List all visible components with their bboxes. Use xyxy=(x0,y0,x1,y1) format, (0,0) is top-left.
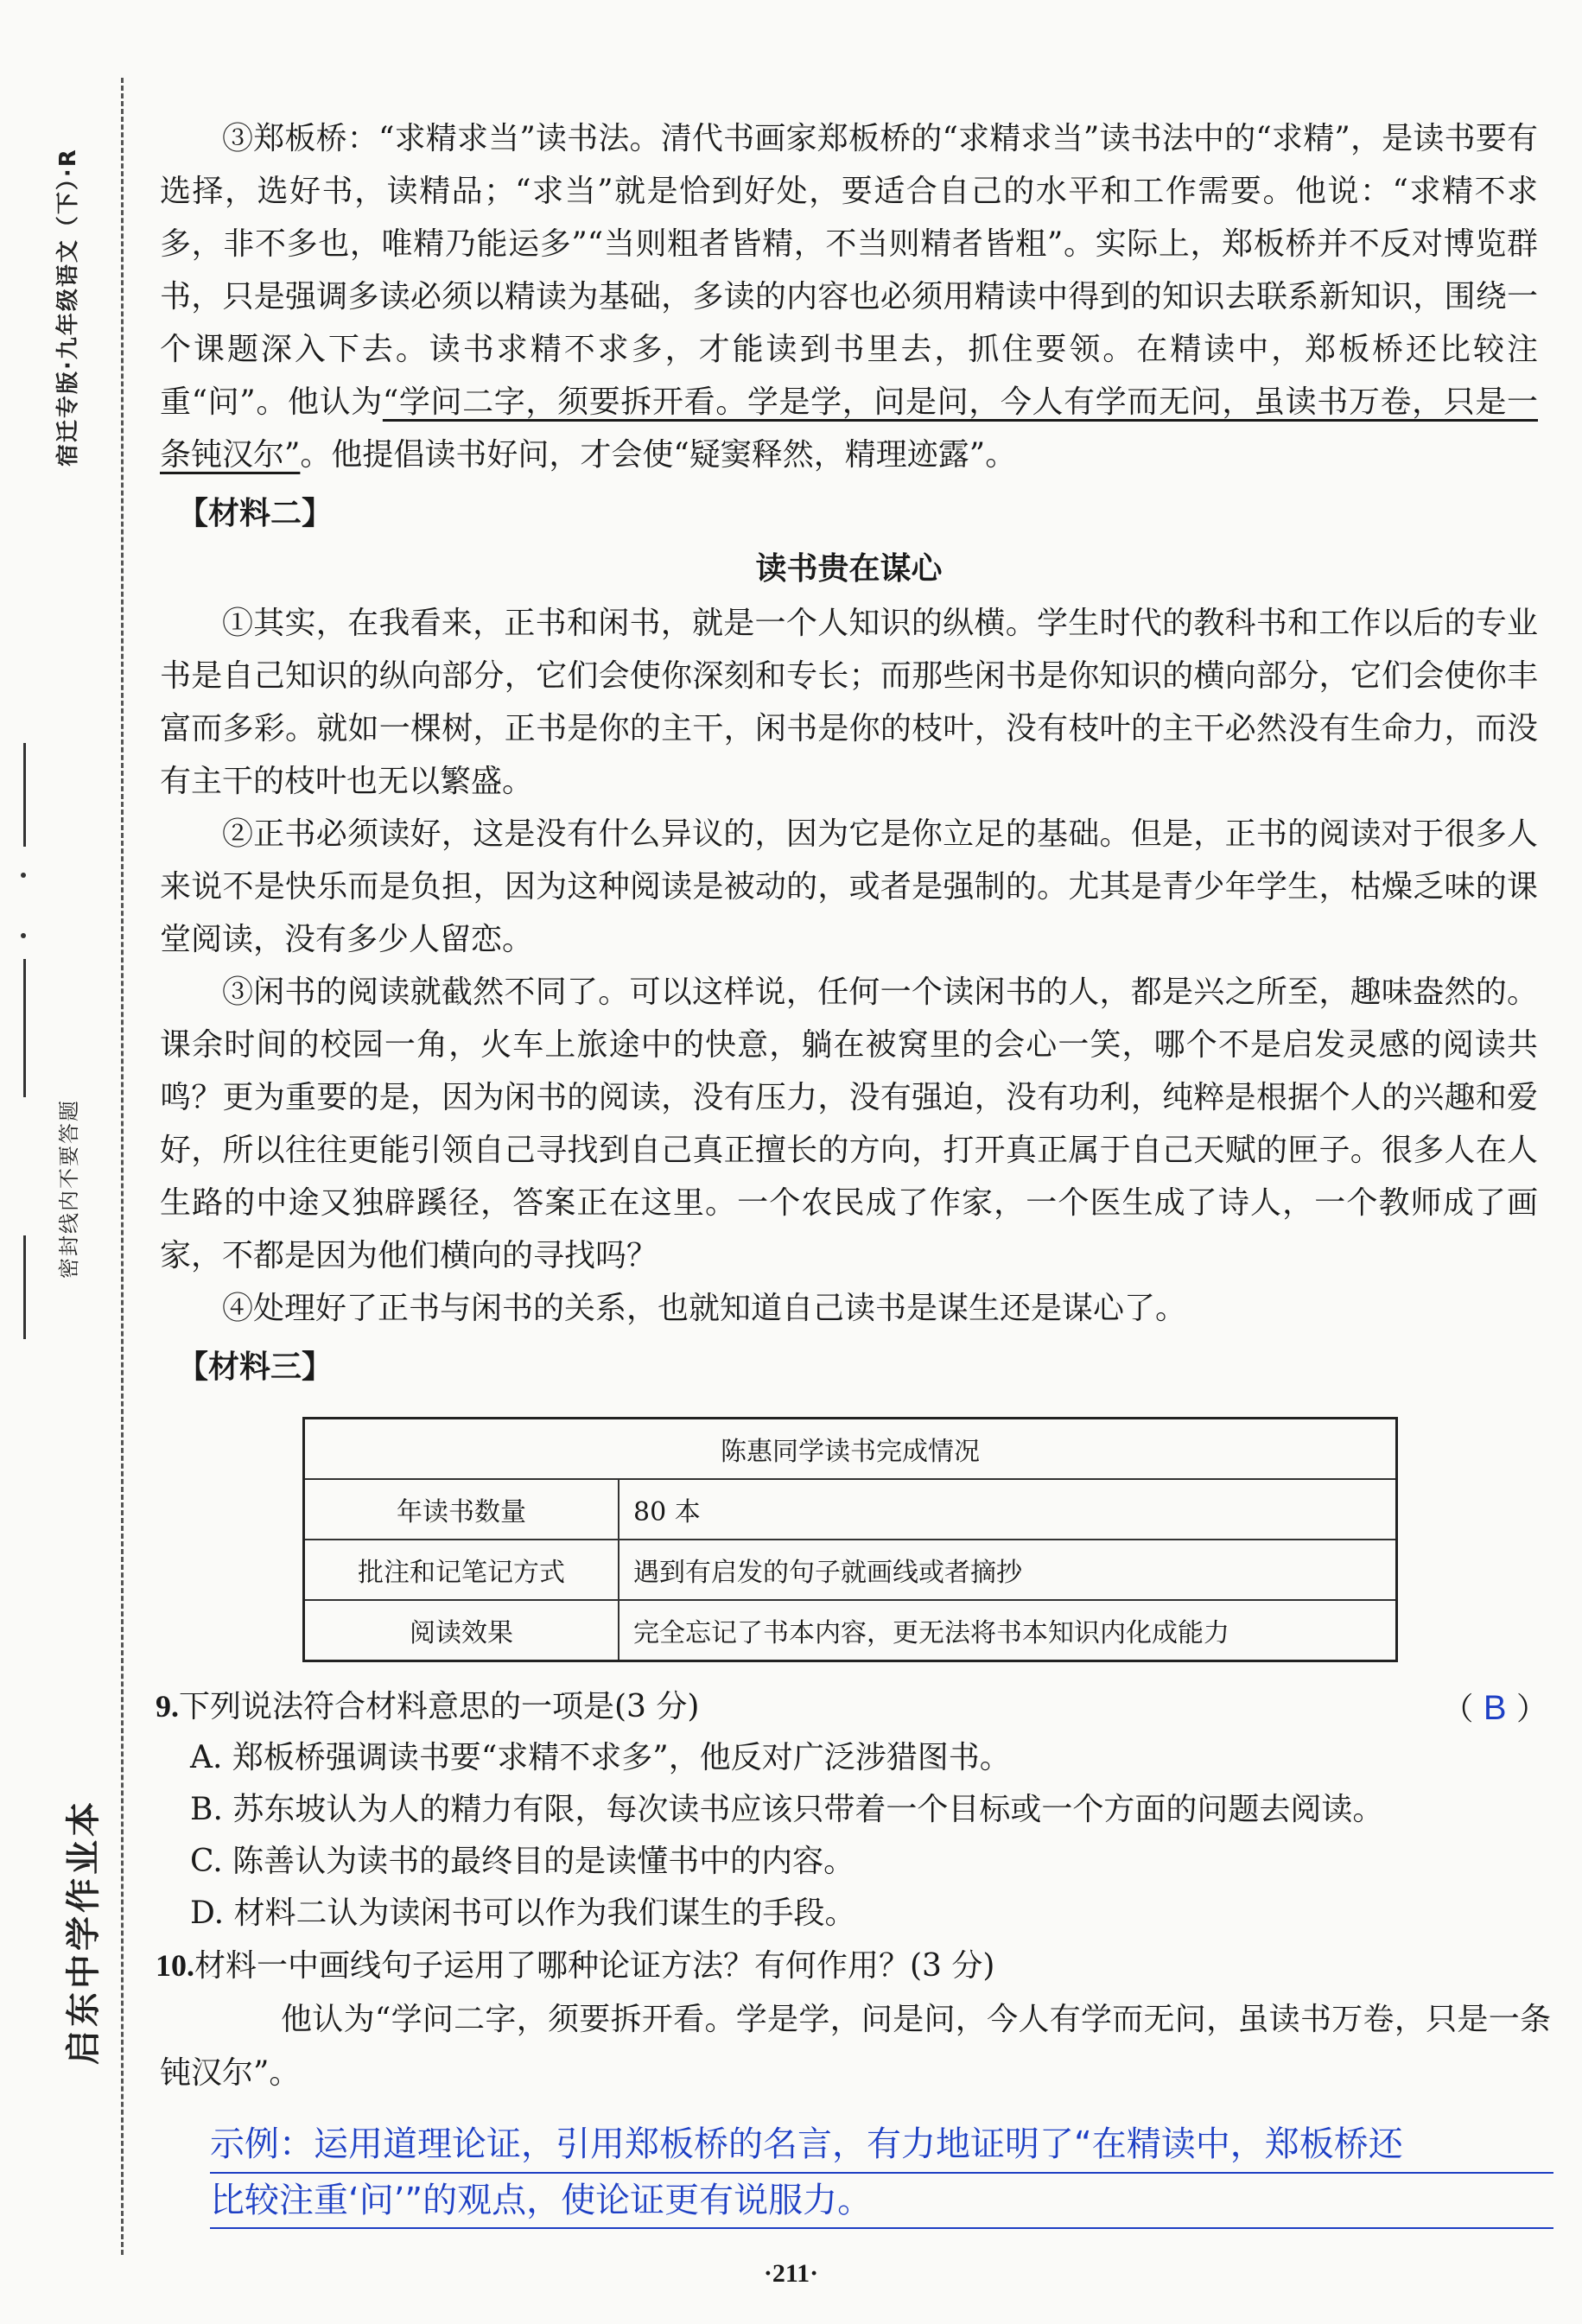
handwritten-answer: B xyxy=(1483,1689,1507,1727)
material2-paragraph: ②正书必须读好，这是没有什么异议的，因为它是你立足的基础。但是，正书的阅读对于很多人来说不是快乐而是负担，因为这种阅读是被动的，或者是强制的。尤其是青少年学生，枯燥乏味的课堂阅读，没有多少人留恋。 xyxy=(160,816,1538,957)
material2-paragraph: ④处理好了正书与闲书的关系，也就知道自己读书是谋生还是谋心了。 xyxy=(222,1291,1187,1326)
table-value: 完全忘记了书本内容，更无法将书本知识内化成能力 xyxy=(619,1600,1397,1661)
table-key: 阅读效果 xyxy=(304,1600,619,1661)
question-number: 9. xyxy=(156,1689,179,1724)
question-stem: 材料一中画线句子运用了哪种论证方法？有何作用？(3 分) xyxy=(194,1948,995,1984)
material2-title: 读书贵在谋心 xyxy=(755,551,943,587)
question-stem: 下列说法符合材料意思的一项是(3 分) xyxy=(179,1689,700,1724)
option-a: A. 郑板桥强调读书要“求精不求多”，他反对广泛涉猎图书。 xyxy=(190,1740,1011,1775)
question-10 xyxy=(156,1940,1547,1992)
binding-margin xyxy=(0,0,130,2324)
material2-heading: 【材料二】 xyxy=(177,496,334,531)
material2-paragraph: ③闲书的阅读就截然不同了。可以这样说，任何一个读闲书的人，都是兴之所至，趣味盎然的。课余时间的校园一角，火车上旅途中的快意，躺在被窝里的会心一笑，哪个不是启发灵感的阅读共鸣？更为重要的是，因为闲书的阅读，没有压力，没有强迫，没有功利，纯粹是根据个人的兴趣和爱好，所以往往更能引领自己寻找到自己真正擅长的方向，打开真正属于自己天赋的匣子。很多人在人生路的中途又独辟蹊径，答案正在这里。一个农民成了作家，一个医生成了诗人，一个教师成了画家，不都是因为他们横向的寻找吗？ xyxy=(160,975,1538,1273)
underlined-quote: “学问二字，须要拆开看。学是学，问是问，今人有学而无问，虽读书万卷，只是一条钝汉尔” xyxy=(160,384,1539,473)
answer-line-2: 比较注重‘问’”的观点，使论证更有说服力。 xyxy=(210,2181,873,2220)
option-c: C. 陈善认为读书的最终目的是读懂书中的内容。 xyxy=(190,1844,855,1879)
table-value: 80 本 xyxy=(619,1479,1397,1540)
question-9 xyxy=(156,1680,1547,1733)
page-number: ·211· xyxy=(763,2259,819,2288)
answer-bracket: （ B ） xyxy=(1442,1689,1547,1727)
option-d: D. 材料二认为读闲书可以作为我们谋生的手段。 xyxy=(190,1895,856,1931)
book-name: 启东中学作业本 xyxy=(64,1799,104,2065)
margin-rule-top xyxy=(23,743,26,847)
question-10-quote: 他认为“学问二字，须要拆开看。学是学，问是问，今人有学而无问，虽读书万卷，只是一条钝汉尔”。 xyxy=(160,2002,1551,2091)
material3-heading: 【材料三】 xyxy=(177,1349,334,1385)
table-key: 年读书数量 xyxy=(304,1479,619,1540)
table-value: 遇到有启发的句子就画线或者摘抄 xyxy=(619,1540,1397,1600)
answer-line-1: 示例：运用道理论证，引用郑板桥的名言，有力地证明了“在精读中，郑板桥还 xyxy=(210,2124,1403,2164)
margin-dot xyxy=(21,873,26,878)
table-row xyxy=(304,1479,1397,1540)
seal-notice: 密封线内不要答题 xyxy=(57,1099,81,1279)
question-number: 10. xyxy=(156,1948,194,1983)
table-row xyxy=(304,1540,1397,1600)
material1-paragraph3: ③郑板桥：“求精求当”读书法。清代书画家郑板桥的“求精求当”读书法中的“求精”，是读书要有选择，选好书，读精品；“求当”就是恰到好处，要适合自己的水平和工作需要。他说：“求精不求多，非不多也，唯精乃能运多”“当则粗者皆精，不当则精者皆粗”。实际上，郑板桥并不反对博览群书，只是强调多读必须以精读为基础，多读的内容也必须用精读中得到的知识去联系新知识，围绕一个课题深入下去。读书求精不求多，才能读到书里去，抓住要领。在精读中，郑板桥还比较注重“问”。他认为“学问二字，须要拆开看。学是学，问是问，今人有学而无问，虽读书万卷，只是一条钝汉尔”。他提倡读书好问，才会使“疑窦释然，精理迹露”。 xyxy=(160,121,1539,473)
edition-label: 宿迁专版·九年级语文（下）·R xyxy=(55,148,81,467)
table-row xyxy=(304,1600,1397,1661)
material2-paragraph: ①其实，在我看来，正书和闲书，就是一个人知识的纵横。学生时代的教科书和工作以后的专业书是自己知识的纵向部分，它们会使你深刻和专长；而那些闲书是你知识的横向部分，它们会使你丰富而多彩。就如一棵树，正书是你的主干，闲书是你的枝叶，没有枝叶的主干必然没有生命力，而没有主干的枝叶也无以繁盛。 xyxy=(160,606,1538,799)
margin-dot xyxy=(21,933,26,938)
seal-dashed-line xyxy=(121,78,124,2255)
margin-rule-low xyxy=(23,1235,26,1339)
table-caption: 陈惠同学读书完成情况 xyxy=(304,1419,1397,1480)
reading-materials xyxy=(160,112,1538,1395)
reading-record-table xyxy=(302,1417,1398,1662)
margin-rule-mid xyxy=(23,959,26,1097)
answer-underline xyxy=(210,2227,1553,2229)
table-caption-row xyxy=(304,1419,1397,1480)
table-key: 批注和记笔记方式 xyxy=(304,1540,619,1600)
option-b: B. 苏东坡认为人的精力有限，每次读书应该只带着一个目标或一个方面的问题去阅读。 xyxy=(190,1792,1384,1827)
